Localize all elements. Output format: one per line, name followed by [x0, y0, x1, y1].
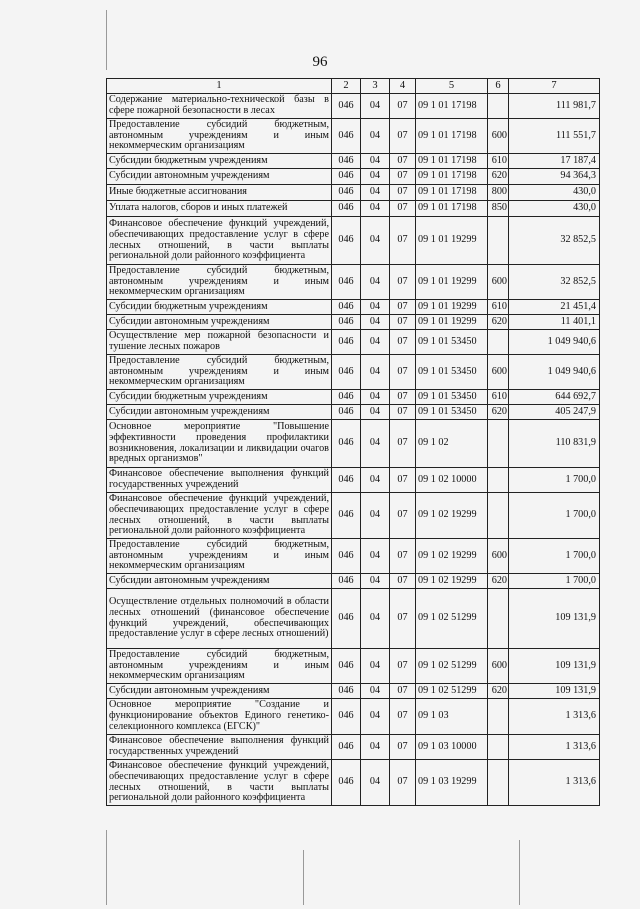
row-gr: 046 [332, 699, 361, 735]
row-name: Субсидии автономным учреждениям [107, 574, 332, 589]
row-name: Уплата налогов, сборов и иных платежей [107, 201, 332, 217]
row-pr: 07 [390, 405, 416, 420]
row-pr: 07 [390, 265, 416, 300]
row-sum: 1 700,0 [509, 468, 600, 493]
row-gr: 046 [332, 201, 361, 217]
row-vr [488, 217, 509, 265]
row-name: Субсидии автономным учреждениям [107, 169, 332, 185]
row-rz: 04 [361, 300, 390, 315]
row-csr: 09 1 01 19299 [416, 315, 488, 330]
row-gr: 046 [332, 265, 361, 300]
row-gr: 046 [332, 154, 361, 169]
row-gr: 046 [332, 355, 361, 390]
row-sum: 430,0 [509, 185, 600, 201]
table-row [107, 493, 600, 539]
table-row [107, 201, 600, 217]
header-cell: 7 [509, 79, 600, 94]
table-row [107, 649, 600, 684]
row-pr: 07 [390, 760, 416, 806]
row-csr: 09 1 02 51299 [416, 684, 488, 699]
row-name: Субсидии бюджетным учреждениям [107, 154, 332, 169]
row-csr: 09 1 01 19299 [416, 265, 488, 300]
row-sum: 1 313,6 [509, 699, 600, 735]
row-sum: 1 700,0 [509, 493, 600, 539]
row-csr: 09 1 02 19299 [416, 493, 488, 539]
row-csr: 09 1 01 17198 [416, 94, 488, 119]
budget-table [106, 78, 600, 806]
row-name: Иные бюджетные ассигнования [107, 185, 332, 201]
row-name: Финансовое обеспечение функций учреждений, обеспечивающих предоставление услуг в сфере лесных отношений, в части выплаты региональной доли районного коэффициента [107, 760, 332, 806]
row-csr: 09 1 01 17198 [416, 169, 488, 185]
header-cell: 2 [332, 79, 361, 94]
row-vr [488, 468, 509, 493]
row-rz: 04 [361, 760, 390, 806]
row-rz: 04 [361, 405, 390, 420]
margin-line [106, 830, 107, 905]
row-vr [488, 699, 509, 735]
row-pr: 07 [390, 355, 416, 390]
header-row [107, 79, 600, 94]
row-name: Предоставление субсидий бюджетным, автономным учреждениям и иным некоммерческим организациям [107, 119, 332, 154]
row-sum: 110 831,9 [509, 420, 600, 468]
row-csr: 09 1 01 17198 [416, 119, 488, 154]
row-sum: 1 049 940,6 [509, 355, 600, 390]
table-row [107, 405, 600, 420]
row-vr [488, 760, 509, 806]
table-row [107, 300, 600, 315]
row-vr [488, 735, 509, 760]
row-csr: 09 1 01 53450 [416, 355, 488, 390]
row-rz: 04 [361, 420, 390, 468]
row-csr: 09 1 01 53450 [416, 330, 488, 355]
row-csr: 09 1 02 19299 [416, 574, 488, 589]
table-row [107, 468, 600, 493]
row-pr: 07 [390, 330, 416, 355]
table-row [107, 315, 600, 330]
row-csr: 09 1 02 51299 [416, 589, 488, 649]
row-vr: 620 [488, 405, 509, 420]
page-number: 96 [312, 54, 328, 70]
row-rz: 04 [361, 574, 390, 589]
row-gr: 046 [332, 390, 361, 405]
row-pr: 07 [390, 420, 416, 468]
row-csr: 09 1 03 19299 [416, 760, 488, 806]
row-name: Финансовое обеспечение выполнения функций государственных учреждений [107, 735, 332, 760]
row-vr [488, 420, 509, 468]
row-csr: 09 1 01 53450 [416, 405, 488, 420]
row-vr [488, 493, 509, 539]
row-rz: 04 [361, 649, 390, 684]
row-vr: 620 [488, 684, 509, 699]
row-gr: 046 [332, 735, 361, 760]
row-name: Финансовое обеспечение выполнения функций государственных учреждений [107, 468, 332, 493]
row-name: Субсидии бюджетным учреждениям [107, 390, 332, 405]
row-rz: 04 [361, 265, 390, 300]
row-vr: 600 [488, 539, 509, 574]
row-pr: 07 [390, 94, 416, 119]
table-row [107, 217, 600, 265]
row-pr: 07 [390, 217, 416, 265]
row-pr: 07 [390, 699, 416, 735]
table-row [107, 119, 600, 154]
row-name: Предоставление субсидий бюджетным, автономным учреждениям и иным некоммерческим организациям [107, 355, 332, 390]
row-sum: 109 131,9 [509, 649, 600, 684]
row-rz: 04 [361, 539, 390, 574]
row-sum: 1 700,0 [509, 539, 600, 574]
row-csr: 09 1 01 17198 [416, 154, 488, 169]
row-name: Осуществление отдельных полномочий в области лесных отношений (финансовое обеспечение функций учреждений, обеспечивающих предоставление услуг в сфере лесных отношений) [107, 589, 332, 649]
row-gr: 046 [332, 760, 361, 806]
row-vr: 620 [488, 169, 509, 185]
row-vr: 600 [488, 119, 509, 154]
margin-line [106, 10, 107, 70]
row-pr: 07 [390, 201, 416, 217]
row-sum: 11 401,1 [509, 315, 600, 330]
header-cell: 3 [361, 79, 390, 94]
row-pr: 07 [390, 589, 416, 649]
row-sum: 111 981,7 [509, 94, 600, 119]
row-csr: 09 1 02 51299 [416, 649, 488, 684]
row-name: Субсидии автономным учреждениям [107, 405, 332, 420]
row-csr: 09 1 01 19299 [416, 217, 488, 265]
margin-line [519, 840, 520, 905]
row-vr: 800 [488, 185, 509, 201]
margin-line [303, 850, 304, 905]
table-row [107, 574, 600, 589]
row-name: Содержание материально-технической базы в сфере пожарной безопасности в лесах [107, 94, 332, 119]
row-rz: 04 [361, 589, 390, 649]
row-sum: 1 700,0 [509, 574, 600, 589]
row-gr: 046 [332, 493, 361, 539]
row-gr: 046 [332, 169, 361, 185]
row-gr: 046 [332, 684, 361, 699]
row-name: Финансовое обеспечение функций учреждений, обеспечивающих предоставление услуг в сфере лесных отношений, в части выплаты региональной доли районного коэффициента [107, 217, 332, 265]
row-sum: 94 364,3 [509, 169, 600, 185]
row-pr: 07 [390, 390, 416, 405]
row-sum: 32 852,5 [509, 265, 600, 300]
row-vr: 600 [488, 355, 509, 390]
table-row [107, 265, 600, 300]
row-rz: 04 [361, 390, 390, 405]
row-pr: 07 [390, 649, 416, 684]
row-sum: 1 049 940,6 [509, 330, 600, 355]
header-cell: 4 [390, 79, 416, 94]
row-vr [488, 94, 509, 119]
row-sum: 17 187,4 [509, 154, 600, 169]
row-rz: 04 [361, 154, 390, 169]
row-csr: 09 1 03 [416, 699, 488, 735]
row-sum: 430,0 [509, 201, 600, 217]
header-cell: 6 [488, 79, 509, 94]
row-gr: 046 [332, 315, 361, 330]
row-rz: 04 [361, 468, 390, 493]
table-row [107, 420, 600, 468]
row-csr: 09 1 02 [416, 420, 488, 468]
row-gr: 046 [332, 217, 361, 265]
row-rz: 04 [361, 201, 390, 217]
row-vr: 850 [488, 201, 509, 217]
row-vr: 600 [488, 649, 509, 684]
row-name: Финансовое обеспечение функций учреждений, обеспечивающих предоставление услуг в сфере лесных отношений, в части выплаты региональной доли районного коэффициента [107, 493, 332, 539]
row-pr: 07 [390, 493, 416, 539]
row-vr: 620 [488, 315, 509, 330]
row-pr: 07 [390, 684, 416, 699]
row-rz: 04 [361, 330, 390, 355]
table-row [107, 154, 600, 169]
row-name: Предоставление субсидий бюджетным, автономным учреждениям и иным некоммерческим организациям [107, 649, 332, 684]
table-row [107, 185, 600, 201]
row-pr: 07 [390, 154, 416, 169]
table-row [107, 589, 600, 649]
row-csr: 09 1 03 10000 [416, 735, 488, 760]
row-csr: 09 1 01 17198 [416, 185, 488, 201]
row-gr: 046 [332, 574, 361, 589]
row-sum: 109 131,9 [509, 589, 600, 649]
row-rz: 04 [361, 355, 390, 390]
row-pr: 07 [390, 185, 416, 201]
row-csr: 09 1 02 10000 [416, 468, 488, 493]
row-name: Осуществление мер пожарной безопасности и тушение лесных пожаров [107, 330, 332, 355]
row-name: Предоставление субсидий бюджетным, автономным учреждениям и иным некоммерческим организациям [107, 265, 332, 300]
row-rz: 04 [361, 185, 390, 201]
row-sum: 21 451,4 [509, 300, 600, 315]
row-name: Основное мероприятие "Повышение эффективности проведения профилактики возникновения, локализации и ликвидации очагов вредных организмов" [107, 420, 332, 468]
row-pr: 07 [390, 300, 416, 315]
table-row [107, 684, 600, 699]
table-row [107, 94, 600, 119]
table-body [107, 94, 600, 806]
table-row [107, 355, 600, 390]
row-csr: 09 1 02 19299 [416, 539, 488, 574]
row-sum: 109 131,9 [509, 684, 600, 699]
row-gr: 046 [332, 119, 361, 154]
row-pr: 07 [390, 735, 416, 760]
row-name: Субсидии бюджетным учреждениям [107, 300, 332, 315]
table-row [107, 735, 600, 760]
header-cell: 5 [416, 79, 488, 94]
row-pr: 07 [390, 539, 416, 574]
row-pr: 07 [390, 574, 416, 589]
table-row [107, 699, 600, 735]
row-sum: 1 313,6 [509, 760, 600, 806]
row-name: Субсидии автономным учреждениям [107, 684, 332, 699]
row-rz: 04 [361, 315, 390, 330]
table-row [107, 330, 600, 355]
row-csr: 09 1 01 53450 [416, 390, 488, 405]
row-vr [488, 330, 509, 355]
row-sum: 644 692,7 [509, 390, 600, 405]
row-rz: 04 [361, 493, 390, 539]
row-pr: 07 [390, 468, 416, 493]
row-csr: 09 1 01 17198 [416, 201, 488, 217]
row-gr: 046 [332, 420, 361, 468]
row-rz: 04 [361, 119, 390, 154]
row-gr: 046 [332, 405, 361, 420]
row-name: Предоставление субсидий бюджетным, автономным учреждениям и иным некоммерческим организациям [107, 539, 332, 574]
row-sum: 1 313,6 [509, 735, 600, 760]
table-row [107, 539, 600, 574]
row-vr: 600 [488, 265, 509, 300]
row-pr: 07 [390, 119, 416, 154]
row-gr: 046 [332, 649, 361, 684]
row-vr: 610 [488, 154, 509, 169]
row-rz: 04 [361, 684, 390, 699]
row-gr: 046 [332, 300, 361, 315]
row-vr [488, 589, 509, 649]
row-gr: 046 [332, 330, 361, 355]
row-sum: 405 247,9 [509, 405, 600, 420]
row-vr: 620 [488, 574, 509, 589]
header-cell: 1 [107, 79, 332, 94]
row-rz: 04 [361, 699, 390, 735]
table-row [107, 390, 600, 405]
row-pr: 07 [390, 315, 416, 330]
table-row [107, 760, 600, 806]
row-gr: 046 [332, 539, 361, 574]
table-row [107, 169, 600, 185]
row-csr: 09 1 01 19299 [416, 300, 488, 315]
row-rz: 04 [361, 217, 390, 265]
row-rz: 04 [361, 94, 390, 119]
row-rz: 04 [361, 735, 390, 760]
row-rz: 04 [361, 169, 390, 185]
row-gr: 046 [332, 468, 361, 493]
row-gr: 046 [332, 94, 361, 119]
row-vr: 610 [488, 300, 509, 315]
row-name: Основное мероприятие "Создание и функционирование объектов Единого генетико-селекционного комплекса (ЕГСК)" [107, 699, 332, 735]
row-pr: 07 [390, 169, 416, 185]
row-gr: 046 [332, 185, 361, 201]
row-name: Субсидии автономным учреждениям [107, 315, 332, 330]
row-gr: 046 [332, 589, 361, 649]
row-vr: 610 [488, 390, 509, 405]
row-sum: 111 551,7 [509, 119, 600, 154]
row-sum: 32 852,5 [509, 217, 600, 265]
